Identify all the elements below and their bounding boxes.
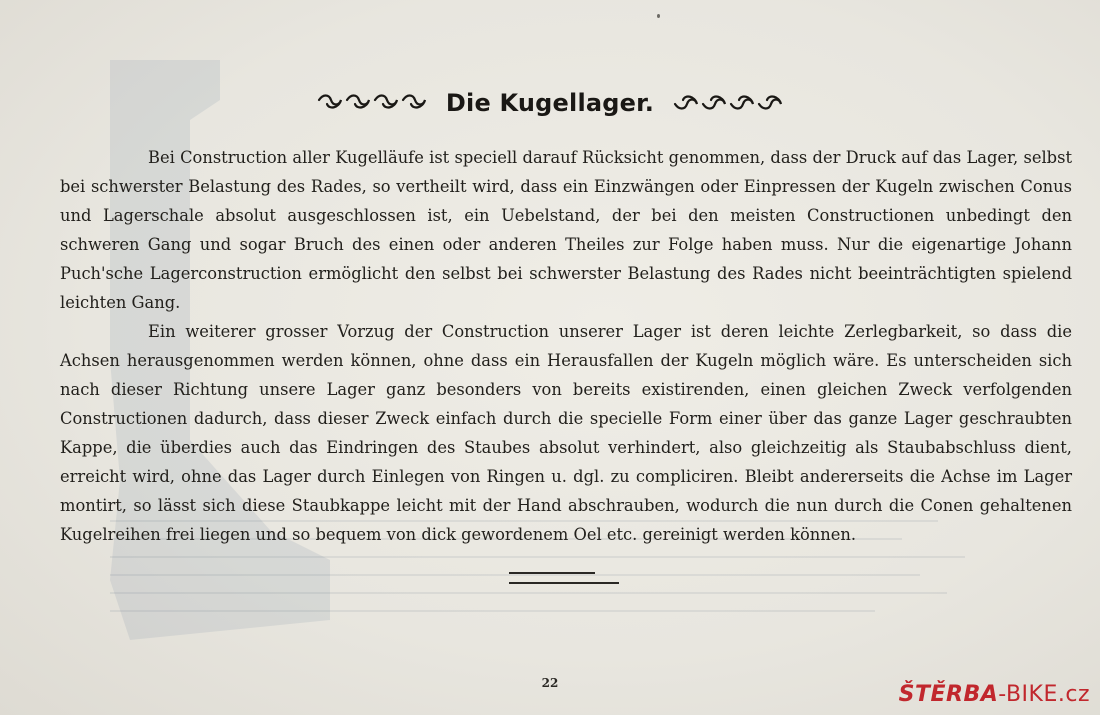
watermark-suffix: -BIKE.cz (998, 682, 1090, 707)
paragraph-1: Bei Construction aller Kugelläufe ist speciell darauf Rücksicht genommen, dass der Druck auf das Lager, selbst bei schwerster Belastung des Rades, so vertheilt wird, dass ein Einzwängen oder Einpressen der Kugeln zwischen Conus und Lagerschale absolut ausgeschlossen ist, ein Uebelstand, der bei den meisten Constructionen unbedingt den schweren Gang und sogar Bruch des einen oder anderen Theiles zur Folge haben muss. Nur die eigenartige Johann Puch'sche Lagerconstruction ermöglicht den selbst bei schwerster Belastung des Rades nicht beeinträchtigten spielend leichten Gang. (60, 148, 1072, 312)
watermark-brand: ŠTĚRBA (898, 682, 999, 707)
page-number: 22 (541, 676, 559, 690)
body-text (60, 143, 1072, 549)
section-divider-short (509, 572, 595, 574)
heading-row (0, 88, 1100, 117)
section-divider-long (509, 582, 619, 584)
site-watermark (899, 682, 1090, 707)
paragraph-2: Ein weiterer grosser Vorzug der Construction unserer Lager ist deren leichte Zerlegbarkeit, so dass die Achsen herausgenommen werden können, ohne dass ein Herausfallen der Kugeln möglich wäre. Es unterscheiden sich nach dieser Richtung unsere Lager ganz besonders von bereits existirenden, einen gleichen Zweck verfolgenden Constructionen dadurch, dass dieser Zweck einfach durch die specielle Form einer über das ganze Lager geschraubten Kappe, die überdies auch das Eindringen des Staubes absolut verhindert, also gleichzeitig als Staubabschluss dient, erreicht wird, ohne das Lager durch Einlegen von Ringen u. dgl. zu compliciren. Bleibt andererseits die Achse im Lager montirt, so lässt sich diese Staubkappe leicht mit der Hand abschrauben, wodurch die nun durch die Conen gehaltenen Kugelreihen frei liegen und so bequem von dick gewordenem Oel etc. gereinigt werden können. (60, 322, 1072, 544)
right-ornament-icon (669, 92, 785, 114)
page-title: Die Kugellager. (445, 89, 655, 117)
left-ornament-icon (315, 92, 431, 114)
paper-speck (657, 14, 660, 18)
